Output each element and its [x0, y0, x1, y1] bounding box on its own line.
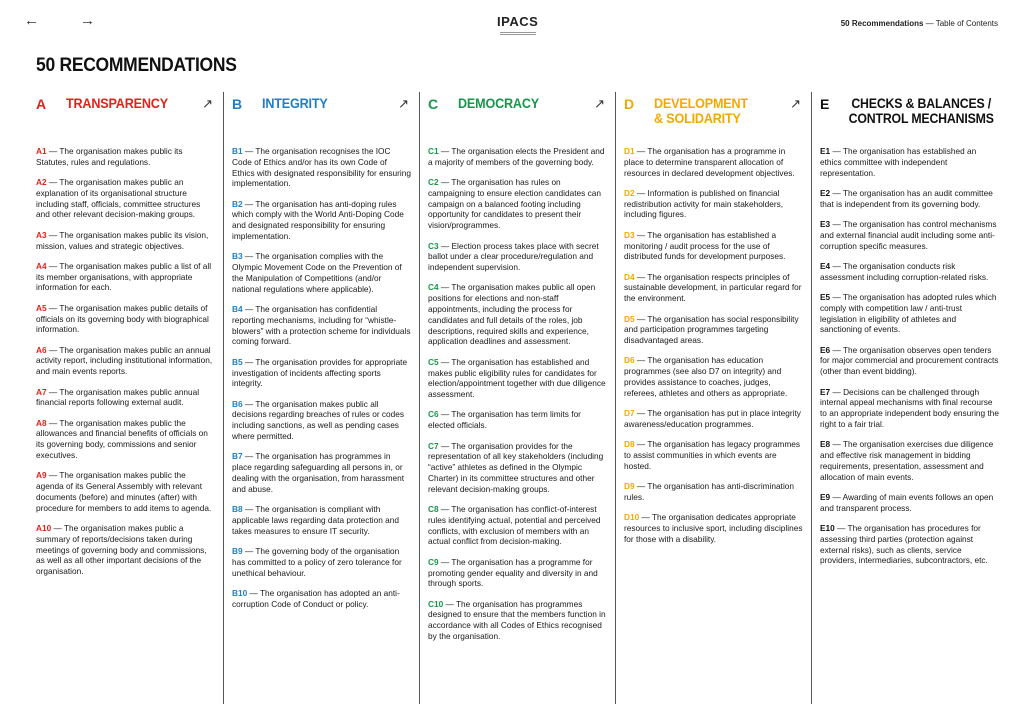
recommendation-code: E1 [820, 146, 831, 156]
category-title [66, 96, 168, 111]
recommendation-item[interactable] [428, 357, 607, 400]
recommendation-code: C1 [428, 146, 439, 156]
recommendation-text: — The organisation has social responsibility and participation programmes targeting disadvantaged areas. [624, 313, 799, 346]
recommendation-text: — The organisation provides for the representation of all key stakeholders (including “active” athletes as defined in the Olympic Charter) in its committee structures and other relevant decision-making groups. [428, 440, 604, 494]
recommendation-list [820, 146, 1000, 576]
recommendation-code: E4 [820, 260, 831, 271]
recommendation-text: — The organisation makes public the agenda of its General Assembly with relevant documents (before) and minutes (after) with procedure for members to add items to agenda. [36, 470, 212, 513]
recommendation-text: — The organisation has established an ethics committee with independent representation. [820, 146, 977, 178]
category-column-d [624, 92, 812, 704]
recommendation-code: E7 [820, 386, 831, 397]
recommendation-item[interactable] [36, 345, 215, 377]
recommendation-code: C5 [428, 356, 439, 367]
recommendation-text: — The organisation makes public an annual activity report, including institutional information, and main events reports. [36, 344, 213, 377]
recommendation-item[interactable] [428, 409, 607, 431]
recommendation-item[interactable] [624, 408, 803, 430]
recommendation-item[interactable] [624, 314, 803, 346]
recommendation-code: E8 [820, 439, 831, 450]
ipacs-logo [497, 13, 538, 35]
recommendation-text: — The organisation has anti-doping rules which comply with the World Anti-Doping Code and designated responsibility for ensuring implementation. [232, 198, 404, 242]
recommendation-item[interactable] [232, 504, 411, 536]
recommendation-code: A7 [36, 386, 47, 397]
recommendation-text: — The organisation dedicates appropriate resources to inclusive sport, including disciplines for those with a disability. [624, 512, 803, 544]
recommendation-code: D5 [624, 313, 635, 324]
recommendation-code: E6 [820, 344, 831, 355]
recommendation-item[interactable] [820, 492, 1000, 514]
category-title-line2: CONTROL MECHANISMS [848, 110, 994, 126]
recommendation-text: — The organisation makes public all decisions regarding breaches of rules or codes including sanctions, as well as pending cases where permitted. [232, 398, 405, 442]
recommendation-text: — Decisions can be challenged through internal appeal mechanisms with final recourse to an appropriate independent body ensuring the right to a fair trial. [820, 386, 999, 429]
recommendation-item[interactable] [624, 188, 803, 220]
recommendation-text: — Election process takes place with secret ballot under a clear procedure/regulation and independent supervision. [428, 240, 599, 273]
recommendation-item[interactable] [36, 230, 215, 252]
recommendation-text: — The organisation makes public details of officials on its governing body with biographical information. [36, 302, 209, 335]
recommendation-code: D4 [624, 271, 635, 282]
recommendation-code: B9 [232, 545, 243, 556]
recommendation-text: — The organisation has procedures for assessing third parties (protection against external risks), such as clients, service providers, intermediaries, subcontractors, etc. [820, 523, 988, 566]
recommendation-code: A8 [36, 417, 47, 428]
recommendation-item[interactable] [428, 557, 607, 589]
recommendation-item[interactable] [36, 261, 215, 293]
recommendation-item[interactable] [232, 399, 411, 442]
recommendation-item[interactable] [232, 451, 411, 494]
recommendation-item[interactable] [232, 146, 411, 189]
recommendation-text: — The governing body of the organisation has committed to a policy of zero tolerance for unethical behaviour. [232, 545, 402, 578]
recommendation-item[interactable] [36, 146, 215, 168]
recommendation-item[interactable] [624, 272, 803, 304]
category-title-line1: INTEGRITY [262, 95, 328, 111]
recommendation-item[interactable] [428, 441, 607, 495]
recommendation-text: — Awarding of main events follows an open and transparent process. [820, 491, 994, 513]
recommendation-code: B4 [232, 304, 243, 315]
recommendation-text: — The organisation has control mechanisms and external financial audit including some anti-corruption specific measures. [820, 218, 997, 251]
recommendation-item[interactable] [624, 146, 803, 178]
recommendation-code: D6 [624, 355, 635, 366]
recommendation-code: B6 [232, 398, 243, 409]
recommendation-item[interactable] [624, 481, 803, 503]
recommendation-code: D3 [624, 229, 635, 240]
category-column-c [428, 92, 616, 704]
recommendation-code: B3 [232, 251, 243, 262]
recommendation-code: C6 [428, 409, 439, 420]
recommendation-list [428, 146, 607, 651]
recommendation-text: — The organisation makes public its Statutes, rules and regulations. [36, 146, 183, 167]
recommendation-text: — The organisation has rules on campaigning to ensure election candidates can campaign on a balanced footing including opportunity for candidates to present their vision/programmes. [428, 177, 601, 231]
recommendation-code: A10 [36, 523, 52, 534]
recommendation-text: — The organisation has education programmes (see also D7 on integrity) and provides assistance to coaches, judges, referees, athletes and others as appropriate. [624, 355, 788, 398]
category-title [262, 96, 328, 111]
recommendation-code: A6 [36, 344, 47, 355]
recommendation-item[interactable] [624, 355, 803, 398]
recommendation-text: — The organisation provides for appropriate investigation of incidents affecting sports integrity. [232, 356, 408, 389]
logo-subline [500, 32, 536, 35]
forward-arrow-icon[interactable]: → [80, 12, 95, 29]
recommendation-code: D10 [624, 512, 640, 523]
recommendation-item[interactable] [232, 251, 411, 294]
recommendation-item[interactable] [232, 199, 411, 242]
recommendation-code: A9 [36, 470, 47, 481]
recommendation-item[interactable] [36, 523, 215, 577]
recommendation-list [624, 146, 803, 554]
recommendation-text: — The organisation exercises due diligence and effective risk management in bidding requirements, presentation, assessment and allocation of main events. [820, 439, 994, 482]
recommendation-item[interactable] [820, 261, 1000, 283]
recommendation-text: — The organisation is compliant with applicable laws regarding data protection and takes measures to ensure IT security. [232, 504, 399, 536]
recommendation-item[interactable] [820, 387, 1000, 430]
recommendation-text: — The organisation has adopted an anti-corruption Code of Conduct or policy. [232, 587, 400, 609]
recommendation-code: B10 [232, 587, 248, 598]
category-title-line2: & SOLIDARITY [654, 110, 741, 126]
recommendation-item[interactable] [428, 146, 607, 168]
recommendation-item[interactable] [820, 292, 1000, 335]
recommendation-text: — The organisation has conflict-of-interest rules identifying actual, potential and perceived conflicts, with exclusion of members with an actual conflict from decision-making. [428, 504, 601, 547]
recommendation-item[interactable] [36, 418, 215, 461]
top-bar [0, 0, 1024, 40]
category-title-line1: TRANSPARENCY [66, 95, 168, 111]
recommendation-code: A4 [36, 260, 47, 271]
open-section-arrow-icon[interactable]: ↗ [398, 96, 409, 111]
category-column-e [820, 92, 1008, 704]
recommendation-item[interactable] [820, 188, 1000, 210]
category-letter: C [428, 96, 439, 112]
recommendation-code: E9 [820, 491, 831, 502]
recommendation-code: B1 [232, 146, 243, 156]
recommendation-code: C3 [428, 240, 439, 251]
recommendation-text: — The organisation makes public the allowances and financial benefits of officials on its governing body, commissions and senior executives. [36, 417, 208, 461]
recommendation-code: C9 [428, 556, 439, 567]
recommendation-text: — The organisation has confidential reporting mechanisms, including for “whistle-blowers” with a protection scheme for individuals coming forward. [232, 304, 411, 347]
open-section-arrow-icon[interactable]: ↗ [202, 96, 213, 111]
recommendation-code: A2 [36, 177, 47, 188]
recommendation-code: C7 [428, 440, 439, 451]
recommendation-code: D8 [624, 439, 635, 450]
recommendation-text: — The organisation makes public annual financial reports following external audit. [36, 386, 200, 408]
recommendation-text: — The organisation elects the President and a majority of members of the governing body. [428, 146, 605, 167]
category-header [232, 92, 419, 136]
recommendation-text: — The organisation observes open tenders for major commercial and procurement contracts (other than event bidding). [820, 344, 999, 377]
recommendation-item[interactable] [36, 303, 215, 335]
recommendation-item[interactable] [428, 241, 607, 273]
recommendation-item[interactable] [36, 177, 215, 220]
recommendation-text: — The organisation has anti-discrimination rules. [624, 481, 795, 502]
category-title-line1: DEMOCRACY [458, 95, 539, 111]
recommendation-code: D2 [624, 187, 635, 198]
recommendation-list [232, 146, 411, 619]
recommendation-code: B2 [232, 198, 243, 209]
category-letter: D [624, 96, 635, 112]
recommendation-code: D9 [624, 481, 635, 492]
category-title [458, 96, 539, 111]
recommendation-item[interactable] [820, 146, 1000, 178]
recommendation-item[interactable] [36, 387, 215, 409]
recommendation-item[interactable] [428, 282, 607, 347]
recommendation-code: C4 [428, 282, 439, 293]
category-header [36, 92, 223, 136]
category-title [654, 96, 748, 126]
category-header [624, 92, 811, 136]
recommendation-code: C2 [428, 177, 439, 188]
recommendation-item[interactable] [232, 357, 411, 389]
recommendation-code: D1 [624, 146, 635, 156]
recommendation-text: — The organisation makes public a summary of reports/decisions taken during meetings of governing body and commissions, as well as all other important decisions of the organisation. [36, 523, 207, 577]
recommendation-list [36, 146, 215, 587]
recommendation-text: — The organisation recognises the IOC Code of Ethics and/or has its own Code of Ethics with designated responsibility for ensuring implementation. [232, 146, 411, 189]
logo-text: IPACS [497, 14, 539, 29]
category-letter: A [36, 96, 47, 112]
recommendation-item[interactable] [820, 523, 1000, 566]
category-header [428, 92, 615, 136]
recommendation-code: E3 [820, 218, 831, 229]
category-letter: B [232, 96, 243, 112]
recommendation-code: B5 [232, 356, 243, 367]
recommendation-code: E2 [820, 187, 831, 198]
category-title [842, 96, 1000, 126]
recommendation-text: — The organisation has established a monitoring / audit process for the use of distributed funds for development purposes. [624, 229, 786, 262]
open-section-arrow-icon[interactable]: ↗ [594, 96, 605, 111]
recommendation-text: — The organisation complies with the Olympic Movement Code on the Prevention of the Manipulation of Competitions (and/or national regulations where applicable). [232, 251, 402, 294]
recommendation-code: A5 [36, 302, 47, 313]
recommendation-text: — The organisation makes public an explanation of its organisational structure including staff, officials, committee structures and other relevant decision-making groups. [36, 177, 201, 220]
open-section-arrow-icon[interactable]: ↗ [790, 96, 801, 111]
breadcrumb-subsection: Table of Contents [935, 19, 998, 28]
recommendation-text: — The organisation makes public a list of all its member organisations, with appropriate information for each. [36, 260, 212, 293]
recommendation-item[interactable] [624, 439, 803, 471]
breadcrumb-section: 50 Recommendations [840, 19, 924, 28]
recommendation-code: C8 [428, 504, 439, 515]
recommendation-text: — The organisation has legacy programmes to assist communities in which events are hosted. [624, 439, 801, 471]
recommendation-code: B8 [232, 504, 243, 515]
recommendation-item[interactable] [36, 470, 215, 513]
recommendation-item[interactable] [428, 504, 607, 547]
recommendation-item[interactable] [624, 512, 803, 544]
recommendation-text: — The organisation makes public its vision, mission, values and strategic objectives. [36, 229, 209, 251]
recommendation-text: — The organisation has a programme for promoting gender equality and diversity in and through sports. [428, 556, 598, 589]
recommendation-code: C10 [428, 598, 444, 609]
recommendation-text: — The organisation makes public all open positions for elections and non-staff appointments, including the process for candidates and full details of the roles, job descriptions, required skills and experience, application deadlines and assessment. [428, 282, 596, 347]
recommendation-item[interactable] [232, 546, 411, 578]
category-header [820, 92, 1008, 136]
category-column-a [36, 92, 224, 704]
recommendation-item[interactable] [428, 599, 607, 642]
recommendation-text: — The organisation has established and makes public eligibility rules for candidates for election/appointment together with due diligence assessment. [428, 356, 606, 400]
recommendation-text: — The organisation conducts risk assessment including corruption-related risks. [820, 260, 989, 282]
recommendation-item[interactable] [820, 219, 1000, 251]
recommendation-text: — The organisation has put in place integrity awareness/education programmes. [624, 408, 801, 429]
category-title-line1: DEVELOPMENT [654, 95, 748, 111]
recommendation-text: — The organisation respects principles of sustainable development, in particular regard for the environment. [624, 271, 802, 304]
recommendation-code: E10 [820, 523, 835, 534]
recommendation-code: A1 [36, 146, 47, 156]
recommendation-text: — The organisation has programmes in place regarding safeguarding all persons in, or dealing with the organisation, from harassment and abuse. [232, 451, 405, 494]
recommendation-item[interactable] [820, 345, 1000, 377]
recommendation-item[interactable] [820, 439, 1000, 482]
recommendation-item[interactable] [232, 304, 411, 347]
recommendation-text: — The organisation has a programme in place to determine transparent allocation of resources in declared development objectives. [624, 146, 795, 178]
breadcrumb [841, 19, 998, 28]
recommendation-text: — The organisation has adopted rules which comply with competition law / anti-trust legislation in eligibility of athletes and sanctioning of events. [820, 291, 997, 335]
recommendation-code: E5 [820, 291, 831, 302]
recommendation-text: — The organisation has an audit committee that is independent from its governing body. [820, 187, 993, 209]
category-column-b [232, 92, 420, 704]
recommendation-item[interactable] [428, 177, 607, 231]
category-letter: E [820, 96, 830, 112]
recommendation-item[interactable] [232, 588, 411, 610]
breadcrumb-separator: — [923, 19, 936, 28]
recommendation-code: B7 [232, 451, 243, 462]
page-title: 50 RECOMMENDATIONS [36, 55, 237, 76]
back-arrow-icon[interactable]: ← [24, 12, 39, 29]
recommendation-code: D7 [624, 408, 635, 419]
recommendation-text: — The organisation has term limits for elected officials. [428, 409, 581, 431]
recommendation-item[interactable] [624, 230, 803, 262]
recommendation-text: — The organisation has programmes designed to ensure that the members function in accordance with all Codes of Ethics recognised by the organisation. [428, 598, 606, 641]
recommendation-text: — Information is published on financial redistribution activity for main stakeholders, including figures. [624, 187, 784, 220]
category-title-line1: CHECKS & BALANCES / [851, 95, 992, 111]
recommendation-code: A3 [36, 229, 47, 240]
